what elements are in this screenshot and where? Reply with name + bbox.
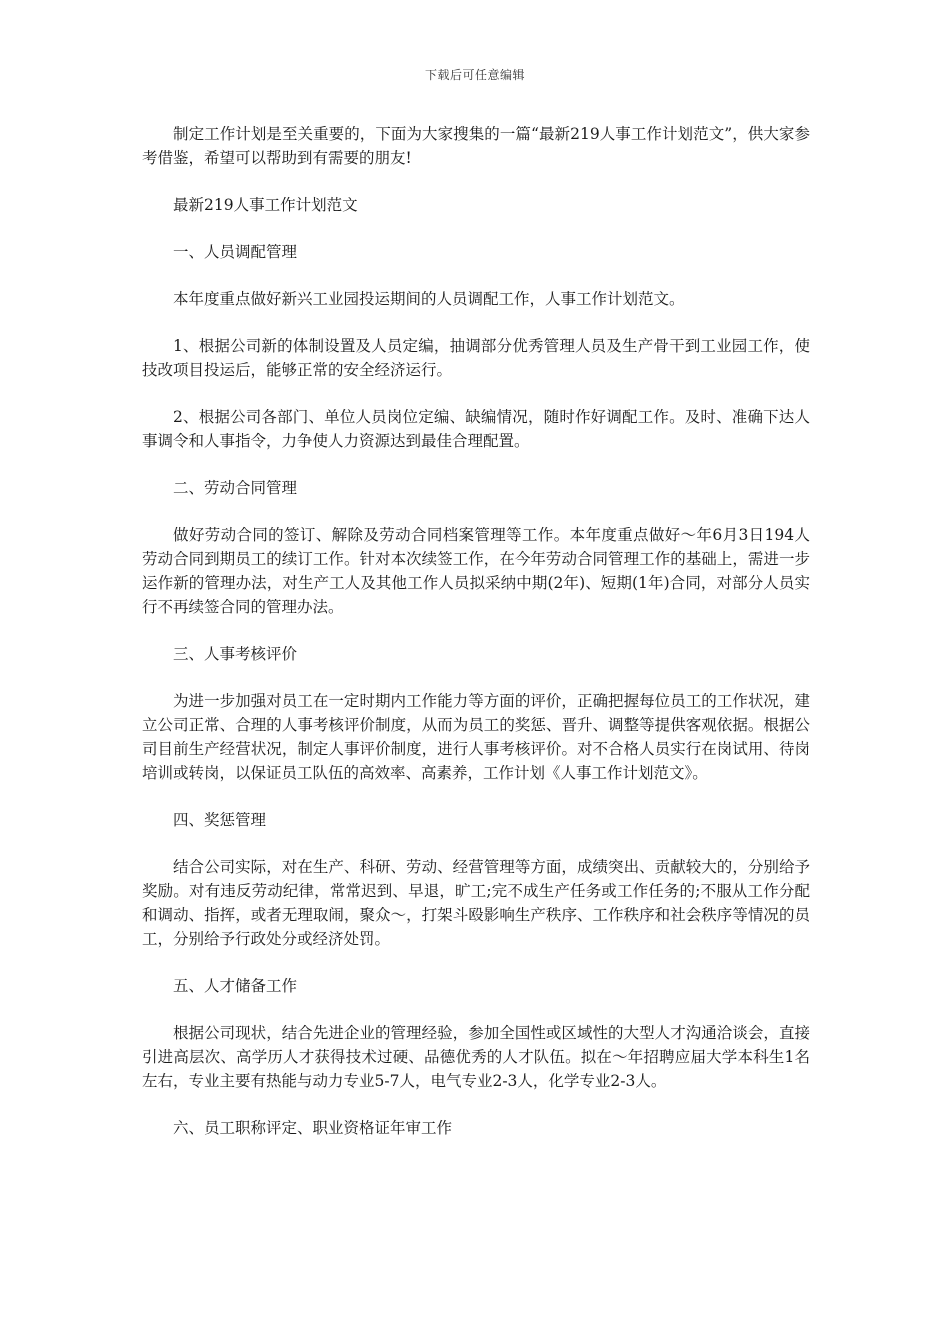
section-heading: 五、人才储备工作 [173,977,298,995]
document-body [142,122,810,1163]
section-paragraph: 2、根据公司各部门、单位人员岗位定编、缺编情况，随时作好调配工作。及时、准确下达人事调令和人事指令，力争使人力资源达到最佳合理配置。 [142,408,810,450]
section-paragraph: 结合公司实际，对在生产、科研、劳动、经营管理等方面，成绩突出、贡献较大的，分别给予奖励。对有违反劳动纪律，常常迟到、早退，旷工;完不成生产任务或工作任务的;不服从工作分配和调动、指挥，或者无理取闹，聚众～，打架斗殴影响生产秩序、工作秩序和社会秩序等情况的员工，分别给予行政处分或经济处罚。 [142,858,810,948]
page-header: 下载后可任意编辑 [424,68,525,82]
section-paragraph: 本年度重点做好新兴工业园投运期间的人员调配工作，人事工作计划范文。 [173,290,685,308]
section-paragraph: 做好劳动合同的签订、解除及劳动合同档案管理等工作。本年度重点做好～年6月3日194人劳动合同到期员工的续订工作。针对本次续签工作，在今年劳动合同管理工作的基础上，需进一步运作新的管理办法，对生产工人及其他工作人员拟采纳中期(2年)、短期(1年)合同，对部分人员实行不再续签合同的管理办法。 [142,526,810,616]
section-paragraph: 为进一步加强对员工在一定时期内工作能力等方面的评价，正确把握每位员工的工作状况，建立公司正常、合理的人事考核评价制度，从而为员工的奖惩、晋升、调整等提供客观依据。根据公司目前生产经营状况，制定人事评价制度，进行人事考核评价。对不合格人员实行在岗试用、待岗培训或转岗，以保证员工队伍的高效率、高素养，工作计划《人事工作计划范文》。 [142,692,810,782]
section-heading: 一、人员调配管理 [173,243,298,261]
section-heading: 三、人事考核评价 [173,645,298,663]
intro-paragraph: 制定工作计划是至关重要的，下面为大家搜集的一篇“最新219人事工作计划范文”，供大家参考借鉴，希望可以帮助到有需要的朋友! [142,125,810,167]
section-heading: 二、劳动合同管理 [173,479,298,497]
section-heading: 六、员工职称评定、职业资格证年审工作 [173,1119,453,1137]
section-paragraph: 1、根据公司新的体制设置及人员定编，抽调部分优秀管理人员及生产骨干到工业园工作，使技改项目投运后，能够正常的安全经济运行。 [142,337,810,379]
section-heading: 四、奖惩管理 [173,811,267,829]
section-paragraph: 根据公司现状，结合先进企业的管理经验，参加全国性或区域性的大型人才沟通洽谈会，直接引进高层次、高学历人才获得技术过硬、品德优秀的人才队伍。拟在～年招聘应届大学本科生1名左右，专业主要有热能与动力专业5-7人，电气专业2-3人，化学专业2-3人。 [142,1024,810,1090]
document-title: 最新219人事工作计划范文 [173,196,358,214]
